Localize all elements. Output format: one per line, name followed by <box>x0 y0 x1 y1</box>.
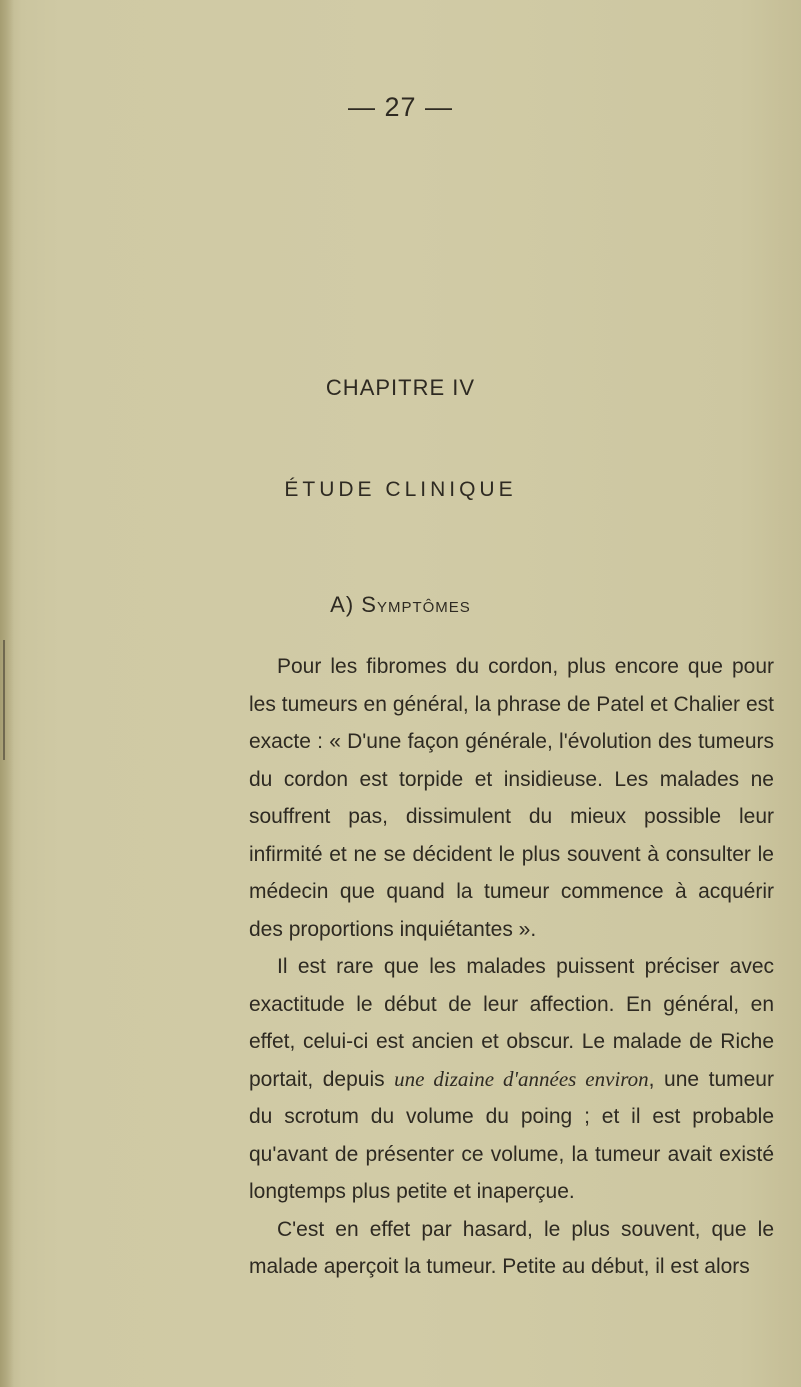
body-text <box>249 648 774 1286</box>
paragraph-2-italic: une dizaine d'années environ <box>394 1066 649 1091</box>
paragraph-2-end: , une tumeur du scrotum du volume du poing ; et il est probable qu'avant de présenter ce volume, la tumeur avait existé longtemps plus petite et inaperçue. <box>249 1067 774 1203</box>
paragraph-3: C'est en effet par hasard, le plus souvent, que le malade aperçoit la tumeur. Petite au début, il est alors <box>249 1217 774 1278</box>
margin-mark <box>3 640 5 760</box>
page-number-header: — 27 — <box>347 92 454 122</box>
chapter-subtitle: ÉTUDE CLINIQUE <box>284 478 517 501</box>
section-heading: A) Symptômes <box>330 592 471 617</box>
paragraph-2-start: Il est rare que les malades puissent préciser avec exactitude le début de leur affection. En général, en effet, celui-ci est ancien et obscur. Le malade de Riche portait, depuis <box>249 955 774 1091</box>
chapter-title: CHAPITRE IV <box>325 375 476 400</box>
paragraph-1: Pour les fibromes du cordon, plus encore que pour les tumeurs en général, la phrase de Patel et Chalier est exacte : « D'une façon générale, l'évolution des tumeurs du cordon est torpide et insidieuse. Les malades ne souffrent pas, dissimulent du mieux possible leur infirmité et ne se décident le plus souvent à consulter le médecin que quand la tumeur commence à acquérir des proportions inquiétantes ». <box>249 655 774 941</box>
paragraph-2 <box>249 948 774 1211</box>
